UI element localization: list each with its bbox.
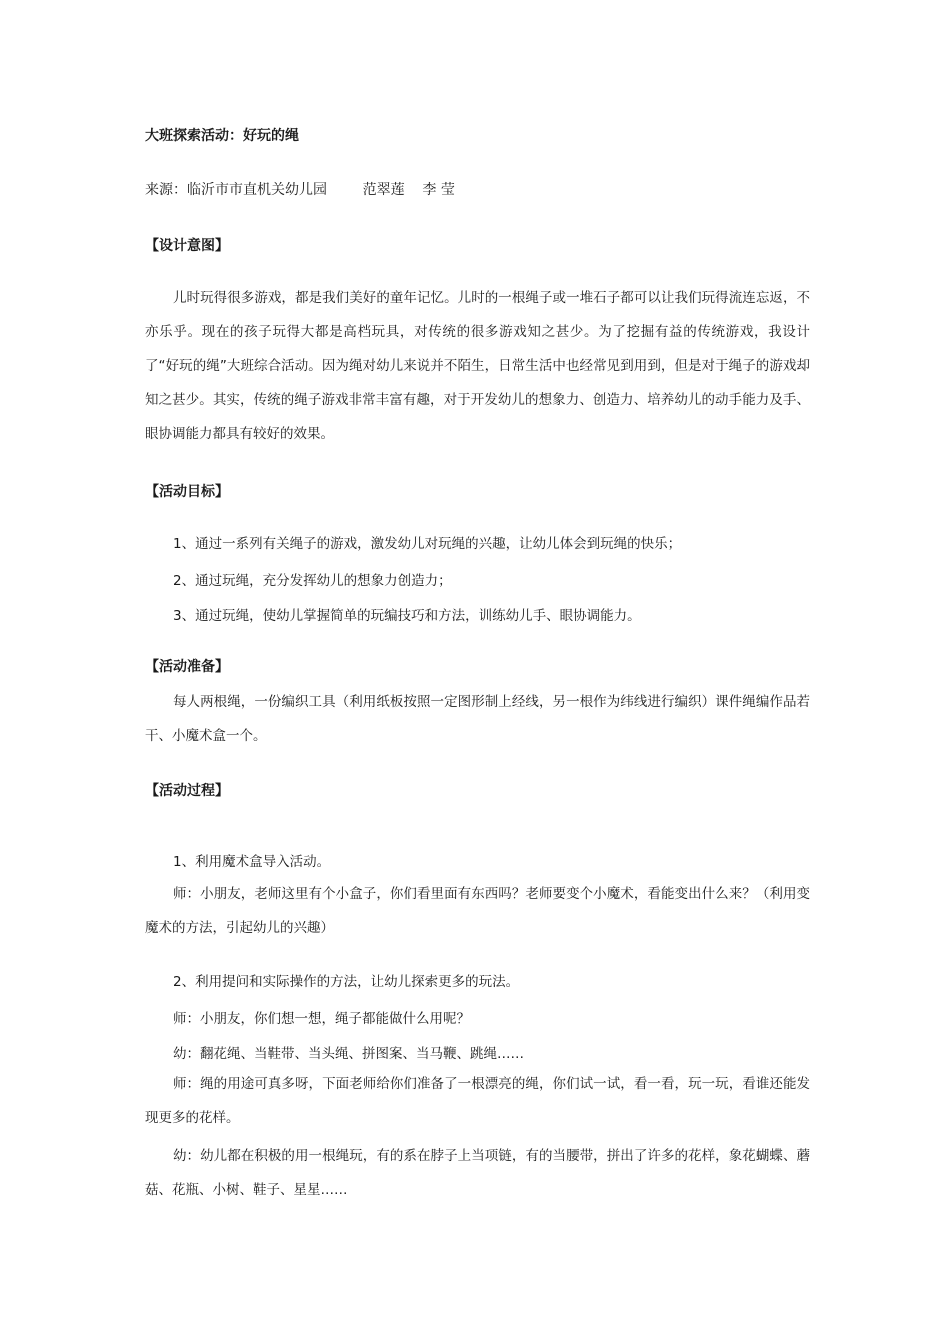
heading-goals: 【活动目标】 bbox=[145, 484, 229, 500]
goal-item: 2、通过玩绳，充分发挥幼儿的想象力创造力； bbox=[173, 573, 452, 589]
doc-source: 来源：临沂市市直机关幼儿园 范翠莲 李 莹 bbox=[145, 182, 455, 198]
dialog-child: 幼：翻花绳、当鞋带、当头绳、拼图案、当马鞭、跳绳…… bbox=[173, 1046, 524, 1062]
dialog-teacher: 师：绳的用途可真多呀，下面老师给你们准备了一根漂亮的绳，你们试一试，看一看，玩一玩，看谁还能发现更多的花样。 bbox=[145, 1076, 810, 1126]
heading-process: 【活动过程】 bbox=[145, 783, 229, 799]
doc-title: 大班探索活动：好玩的绳 bbox=[145, 128, 299, 144]
dialog-teacher: 师：小朋友，你们想一想，绳子都能做什么用呢？ bbox=[173, 1011, 470, 1027]
heading-prep: 【活动准备】 bbox=[145, 659, 229, 675]
dialog-child: 幼：幼儿都在积极的用一根绳玩，有的系在脖子上当项链，有的当腰带，拼出了许多的花样，象花蝴蝶、蘑菇、花瓶、小树、鞋子、星星…… bbox=[145, 1148, 810, 1198]
goal-item: 1、通过一系列有关绳子的游戏，激发幼儿对玩绳的兴趣，让幼儿体会到玩绳的快乐； bbox=[173, 536, 682, 552]
process-step-2: 2、利用提问和实际操作的方法，让幼儿探索更多的玩法。 bbox=[173, 974, 520, 990]
heading-design: 【设计意图】 bbox=[145, 238, 229, 254]
goal-item: 3、通过玩绳，使幼儿掌握简单的玩编技巧和方法，训练幼儿手、眼协调能力。 bbox=[173, 608, 641, 624]
process-step-1-text: 师：小朋友，老师这里有个小盒子，你们看里面有东西吗？老师要变个小魔术，看能变出什么来？（利用变魔术的方法，引起幼儿的兴趣） bbox=[145, 886, 810, 936]
process-step-1: 1、利用魔术盒导入活动。 bbox=[173, 854, 331, 870]
design-paragraph: 儿时玩得很多游戏，都是我们美好的童年记忆。儿时的一根绳子或一堆石子都可以让我们玩得流连忘返，不亦乐乎。现在的孩子玩得大都是高档玩具，对传统的很多游戏知之甚少。为了挖掘有益的传统游戏，我设计了“好玩的绳”大班综合活动。因为绳对幼儿来说并不陌生，日常生活中也经常见到用到，但是对于绳子的游戏却知之甚少。其实，传统的绳子游戏非常丰富有趣，对于开发幼儿的想象力、创造力、培养幼儿的动手能力及手、眼协调能力都具有较好的效果。 bbox=[145, 290, 810, 442]
prep-paragraph: 每人两根绳，一份编织工具（利用纸板按照一定图形制上经线，另一根作为纬线进行编织）课件绳编作品若干、小魔术盒一个。 bbox=[145, 694, 810, 744]
